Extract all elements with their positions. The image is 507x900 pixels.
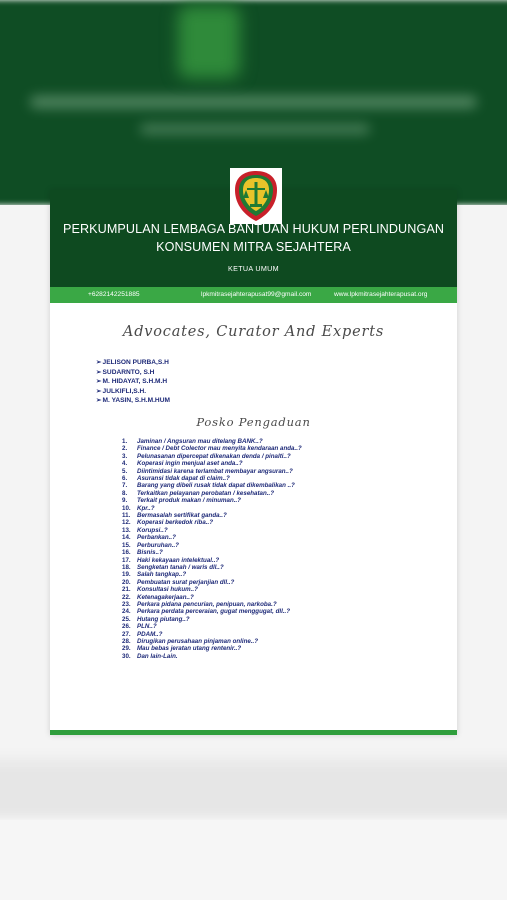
- complaint-text: Dan lain-Lain.: [137, 652, 178, 660]
- complaint-number: 29.: [122, 645, 131, 653]
- complaint-text: Barang yang dibeli rusak tidak dapat dikembalikan ..?: [137, 482, 295, 490]
- advocate-name: ➢ SUDARNTO, S.H: [96, 368, 170, 378]
- advocate-name: ➢ JELISON PURBA,S.H: [96, 358, 170, 368]
- complaint-number: 5.: [122, 467, 128, 475]
- complaint-number: 20.: [122, 578, 131, 586]
- complaint-text: Ketenagakerjaan..?: [137, 593, 194, 601]
- complaint-text: Pelunasanan dipercepat dikenakan denda / pinalti..?: [137, 452, 291, 460]
- complaint-item: [122, 512, 302, 519]
- backdrop-title-blur: [30, 96, 477, 108]
- complaint-item: [122, 594, 302, 601]
- complaint-text: Asuransi tidak dapat di claim..?: [137, 475, 230, 483]
- complaint-number: 12.: [122, 519, 131, 527]
- complaint-text: Mau bebas jeratan utang rentenir..?: [137, 645, 242, 653]
- complaint-item: [122, 490, 302, 497]
- complaint-item: [122, 468, 302, 475]
- complaint-number: 18.: [122, 563, 131, 571]
- complaint-text: Konsultasi hukum..?: [137, 586, 198, 594]
- footer-bar: [50, 730, 457, 735]
- contact-email: lpkmitrasejahterapusat99@gmail.com: [201, 291, 312, 298]
- complaint-number: 27.: [122, 630, 131, 638]
- complaint-item: [122, 475, 302, 482]
- complaint-item: [122, 645, 302, 652]
- complaint-text: Dirugikan perusahaan pinjaman online..?: [137, 637, 259, 645]
- complaint-number: 24.: [122, 608, 131, 616]
- complaint-text: Koperasi berkedok riba..?: [137, 519, 213, 527]
- complaint-item: [122, 631, 302, 638]
- complaint-number: 23.: [122, 600, 131, 608]
- complaint-item: [122, 438, 302, 445]
- complaint-text: Jaminan / Angsuran mau ditelang BANK..?: [137, 438, 263, 445]
- complaint-number: 1.: [122, 438, 128, 445]
- complaint-text: Kpr..?: [137, 504, 155, 512]
- complaint-number: 28.: [122, 637, 131, 645]
- document-image[interactable]: [50, 190, 457, 735]
- complaint-text: Salah tangkap..?: [137, 571, 187, 579]
- complaint-number: 30.: [122, 652, 131, 660]
- advocate-name: ➢ M. HIDAYAT, S.H.M.H: [96, 377, 170, 387]
- complaint-number: 19.: [122, 571, 131, 579]
- complaint-number: 2.: [122, 445, 128, 453]
- complaint-text: Perburuhan..?: [137, 541, 179, 549]
- complaint-number: 11.: [122, 512, 131, 520]
- contact-phone: +6282142251885: [88, 291, 140, 298]
- complaint-text: Perbankan..?: [137, 534, 176, 542]
- letterhead: [50, 190, 457, 287]
- complaint-item: [122, 453, 302, 460]
- complaint-text: Bermasalah sertifikat ganda..?: [137, 512, 227, 520]
- complaint-item: [122, 653, 302, 660]
- complaint-number: 13.: [122, 526, 131, 534]
- complaint-item: [122, 542, 302, 549]
- complaint-item: [122, 482, 302, 489]
- complaint-item: [122, 608, 302, 615]
- advocate-name: ➢ JULKIFLI,S.H.: [96, 387, 170, 397]
- complaint-text: Finance / Debt Colector mau menyita kendaraan anda..?: [137, 445, 302, 453]
- title-line-2: KONSUMEN MITRA SEJAHTERA: [156, 240, 351, 254]
- complaint-number: 25.: [122, 615, 131, 623]
- complaint-text: Koperasi ingin menjual aset anda..?: [137, 460, 243, 468]
- organization-title: [50, 220, 457, 256]
- complaint-item: [122, 557, 302, 564]
- complaint-number: 8.: [122, 489, 128, 497]
- complaint-item: [122, 497, 302, 504]
- complaint-item: [122, 586, 302, 593]
- complaint-text: Terkaitkan pelayanan perobatan / kesehatan..?: [137, 489, 274, 497]
- complaint-text: Haki kekayaan intelektual..?: [137, 556, 220, 564]
- complaint-text: Perkara pidana pencurian, penipuan, narkoba.?: [137, 600, 277, 608]
- complaint-text: Perkara perdata perceraian, gugat menggugat, dll..?: [137, 608, 291, 616]
- complaint-list: [122, 438, 302, 660]
- complaint-number: 21.: [122, 586, 131, 594]
- complaint-item: [122, 601, 302, 608]
- contact-bar: [50, 287, 457, 303]
- advocates-list: [96, 358, 170, 406]
- complaint-number: 17.: [122, 556, 131, 564]
- complaint-item: [122, 571, 302, 578]
- complaint-item: [122, 564, 302, 571]
- complaint-number: 3.: [122, 452, 128, 460]
- complaint-item: [122, 527, 302, 534]
- complaint-text: Bisnis..?: [137, 549, 163, 557]
- complaint-text: PLN..?: [137, 623, 157, 631]
- complaint-number: 15.: [122, 541, 131, 549]
- advocates-heading: Advocates, Curator And Experts: [122, 324, 385, 340]
- backdrop-subtitle-blur: [140, 124, 370, 134]
- complaint-item: [122, 616, 302, 623]
- complaint-text: Korupsi..?: [137, 526, 168, 534]
- complaint-number: 22.: [122, 593, 131, 601]
- complaint-item: [122, 623, 302, 630]
- complaint-text: Diintimidasi karena terlambat membayar angsuran..?: [137, 467, 293, 475]
- complaint-text: Sengketan tanah / waris dll..?: [137, 563, 224, 571]
- backdrop-bottom-blur: [0, 760, 507, 820]
- complaint-item: [122, 534, 302, 541]
- backdrop-bottom: [0, 820, 507, 900]
- complaint-number: 4.: [122, 460, 128, 468]
- complaint-item: [122, 549, 302, 556]
- complaint-text: Hutang piutang..?: [137, 615, 190, 623]
- complaint-number: 9.: [122, 497, 128, 505]
- complaint-number: 7.: [122, 482, 128, 490]
- complaint-item: [122, 460, 302, 467]
- complaint-number: 6.: [122, 475, 128, 483]
- complaint-number: 16.: [122, 549, 131, 557]
- complaint-text: Terkait produk makan / minuman..?: [137, 497, 241, 505]
- complaint-number: 14.: [122, 534, 131, 542]
- complaint-number: 10.: [122, 504, 131, 512]
- contact-website: www.lpkmitrasejahterapusat.org: [334, 291, 428, 298]
- posko-heading: Posko Pengaduan: [196, 415, 311, 429]
- complaint-text: Pembuatan surat perjanjian dll..?: [137, 578, 235, 586]
- title-line-1: PERKUMPULAN LEMBAGA BANTUAN HUKUM PERLINDUNGAN: [62, 222, 445, 236]
- complaint-item: [122, 505, 302, 512]
- complaint-number: 26.: [122, 623, 131, 631]
- position-subtitle: KETUA UMUM: [228, 264, 279, 273]
- backdrop-logo-blur: [178, 6, 240, 78]
- complaint-text: PDAM..?: [137, 630, 163, 638]
- advocate-name: ➢ M. YASIN, S.H.M.HUM: [96, 396, 170, 406]
- complaint-item: [122, 638, 302, 645]
- organization-logo-icon: [230, 168, 282, 224]
- complaint-item: [122, 519, 302, 526]
- complaint-item: [122, 579, 302, 586]
- complaint-item: [122, 445, 302, 452]
